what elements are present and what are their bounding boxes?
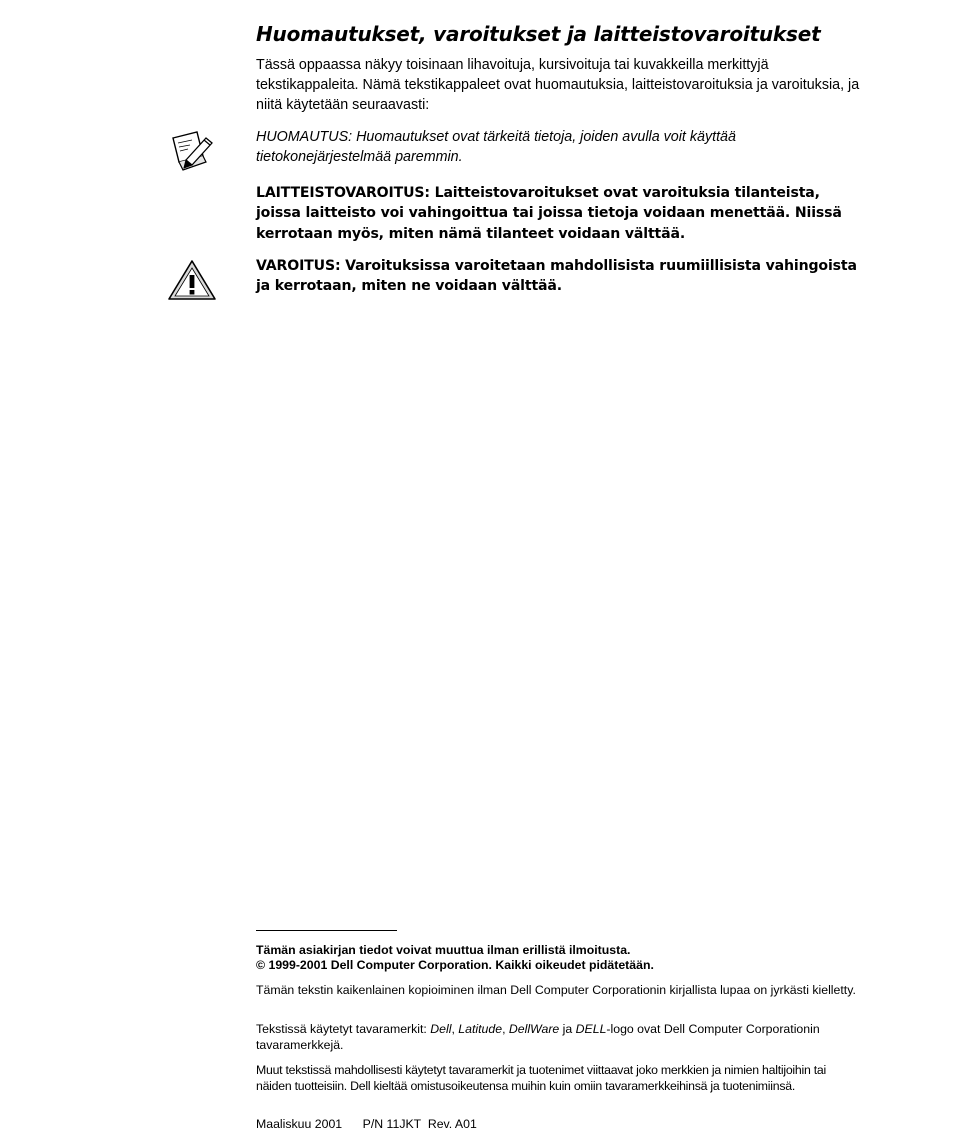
legal-notice [256, 943, 860, 973]
warning-triangle-icon [166, 258, 218, 307]
trademark-dellware: DellWare [508, 1022, 560, 1036]
publication-info [256, 1117, 860, 1133]
trademark-dell-logo: DELL [575, 1022, 607, 1036]
trademark-separator: , [451, 1022, 459, 1036]
trademark-separator: , [502, 1022, 509, 1036]
warning-text: VAROITUS: Varoituksissa varoitetaan mahdollisista ruumiillisista vahingoista ja kerrotaan, miten ne voidaan välttää. [256, 258, 857, 295]
trademarks-notice [256, 1022, 860, 1053]
note-pencil-icon [170, 130, 216, 177]
intro-paragraph: Tässä oppaassa näkyy toisinaan lihavoituja, kursivoituja tai kuvakkeilla merkittyjä tekstikappaleita. Nämä tekstikappaleet ovat huomautuksia, laitteistovaroituksia ja varoituksia, ja niitä käytetään seuraavasti: [256, 57, 860, 113]
change-notice: Tämän asiakirjan tiedot voivat muuttua ilman erillistä ilmoitusta. [256, 943, 631, 957]
trademark-latitude: Latitude [458, 1022, 503, 1036]
trademark-dell: Dell [430, 1022, 452, 1036]
note-text: HUOMAUTUS: Huomautukset ovat tärkeitä tietoja, joiden avulla voit käyttää tietokonejärjestelmää paremmin. [256, 129, 736, 165]
copying-notice: Tämän tekstin kaikenlainen kopioiminen ilman Dell Computer Corporationin kirjallista lupaa on jyrkästi kielletty. [256, 983, 856, 997]
section-heading: Huomautukset, varoitukset ja laitteistovaroitukset [256, 22, 821, 46]
trademarks-prefix: Tekstissä käytetyt tavaramerkit: [256, 1022, 431, 1036]
revision: Rev. A01 [427, 1117, 477, 1131]
publication-date: Maaliskuu 2001 [256, 1117, 343, 1131]
other-trademarks-notice: Muut tekstissä mahdollisesti käytetyt tavaramerkit ja tuotenimet viittaavat joko merkkien ja nimien haltijoihin tai näiden tuotteisiin. Dell kieltää omistusoikeutensa muihin kuin omiin tavaramerkkeihinsä ja tuotenimiinsä. [256, 1063, 826, 1093]
footnote-divider [256, 930, 397, 931]
part-number: P/N 11JKT [362, 1117, 421, 1131]
copyright-notice: © 1999-2001 Dell Computer Corporation. Kaikki oikeudet pidätetään. [256, 958, 654, 972]
caution-text: LAITTEISTOVAROITUS: Laitteistovaroitukset ovat varoituksia tilanteista, joissa laitteisto voi vahingoittua tai joissa tietoja voidaan menettää. Niissä kerrotaan myös, miten nämä tilanteet voidaan välttää. [256, 185, 842, 242]
trademark-separator: ja [559, 1022, 576, 1036]
trademarks-suffix: -logo ovat Dell Computer Corporationin tavaramerkkejä. [256, 1022, 820, 1052]
